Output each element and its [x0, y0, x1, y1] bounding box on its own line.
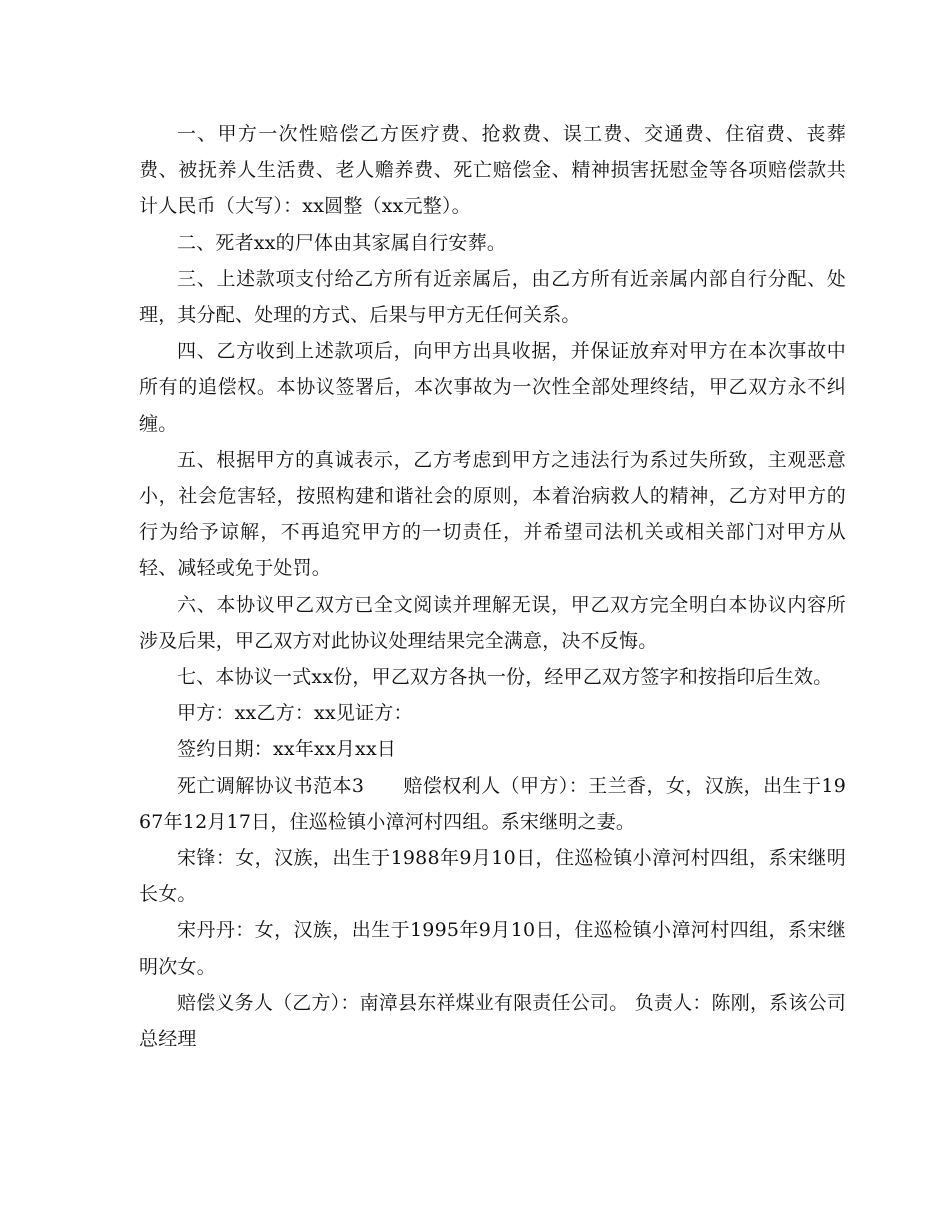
- clause-7-copies: 七、本协议一式xx份，甲乙双方各执一份，经甲乙双方签字和按指印后生效。: [177, 666, 833, 689]
- clause-6-acknowledgement: 六、本协议甲乙双方已全文阅读并理解无误，甲乙双方完全明白本协议内容所涉及后果，甲乙双方对此协议处理结果完全满意，决不反悔。: [139, 593, 846, 652]
- clause-5-forgiveness: 五、根据甲方的真诚表示，乙方考虑到甲方之违法行为系过失所致，主观恶意小，社会危害轻，按照构建和谐社会的原则，本着治病救人的精神，乙方对甲方的行为给予谅解，不再追究甲方的一切责任，并希望司法机关或相关部门对甲方从轻、减轻或免于处罚。: [139, 448, 846, 580]
- sample-3-party-a: 死亡调解协议书范本3 赔偿权利人（甲方）：王兰香，女，汉族，出生于1967年12月17日，住巡检镇小漳河村四组。系宋继明之妻。: [139, 774, 846, 833]
- clause-1-compensation: 一、甲方一次性赔偿乙方医疗费、抢救费、误工费、交通费、住宿费、丧葬费、被抚养人生活费、老人赡养费、死亡赔偿金、精神损害抚慰金等各项赔偿款共计人民币（大写）：xx圆整（xx元整）。: [139, 123, 846, 218]
- party-a-daughter-1: 宋锋：女，汉族，出生于1988年9月10日，住巡检镇小漳河村四组，系宋继明长女。: [139, 847, 846, 906]
- party-b-obligor: 赔偿义务人（乙方）：南漳县东祥煤业有限责任公司。 负责人：陈刚，系该公司总经理: [139, 991, 846, 1051]
- party-a-daughter-2: 宋丹丹：女，汉族，出生于1995年9月10日，住巡检镇小漳河村四组，系宋继明次女。: [139, 919, 846, 978]
- signature-parties-line: 甲方：xx乙方：xx见证方：: [177, 702, 413, 725]
- clause-2-burial: 二、死者xx的尸体由其家属自行安葬。: [177, 231, 507, 254]
- signing-date-line: 签约日期：xx年xx月xx日: [177, 738, 397, 761]
- clause-4-receipt: 四、乙方收到上述款项后，向甲方出具收据，并保证放弃对甲方在本次事故中所有的追偿权。本协议签署后，本次事故为一次性全部处理终结，甲乙双方永不纠缠。: [139, 340, 846, 435]
- clause-3-distribution: 三、上述款项支付给乙方所有近亲属后，由乙方所有近亲属内部自行分配、处理，其分配、处理的方式、后果与甲方无任何关系。: [139, 267, 846, 327]
